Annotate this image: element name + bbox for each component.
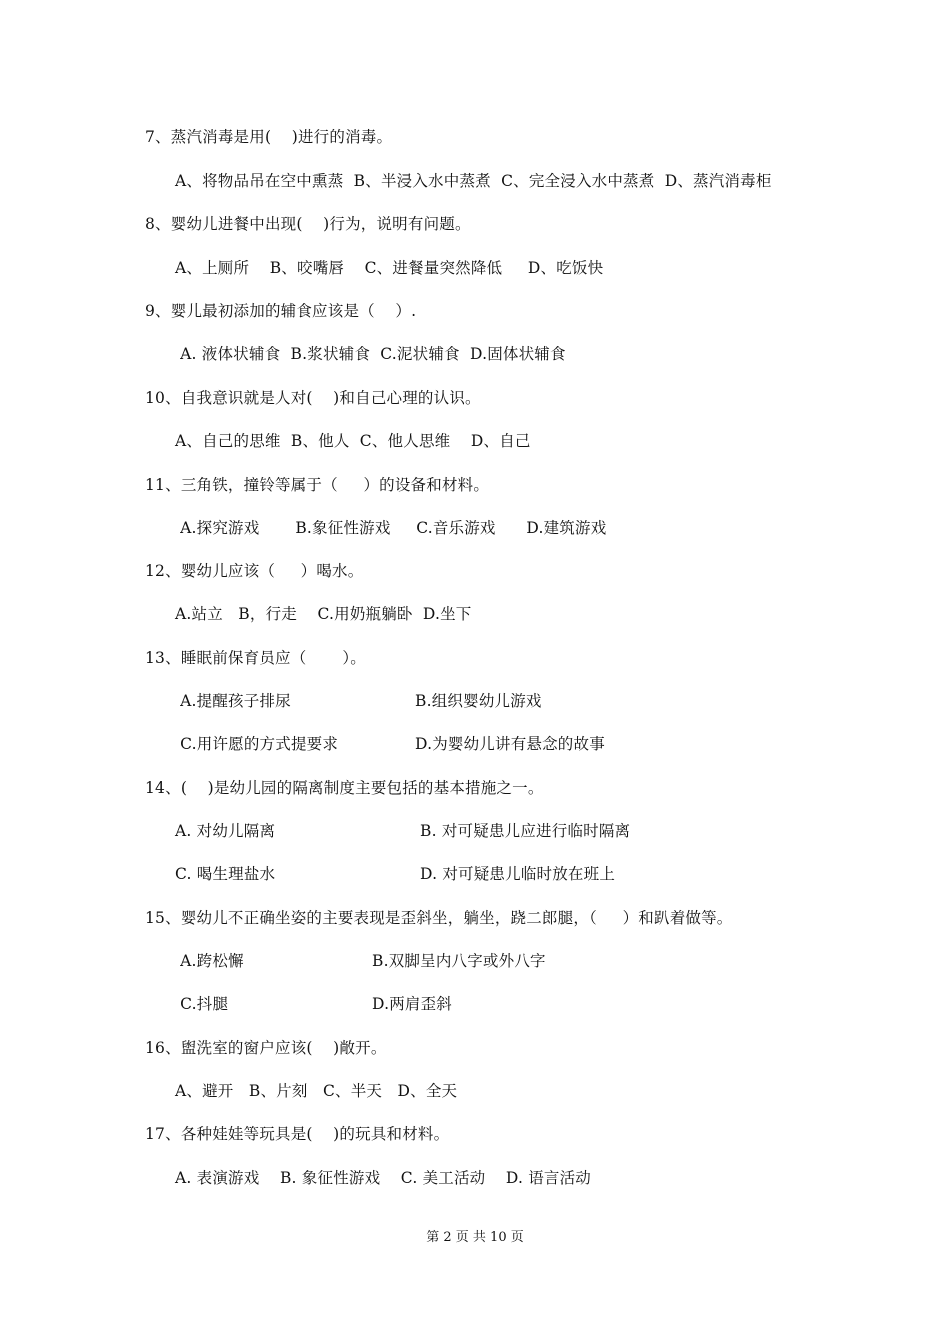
question-15-option-d: D.两肩歪斜	[372, 995, 453, 1013]
question-11-options: A.探究游戏 B.象征性游戏 C.音乐游戏 D.建筑游戏	[175, 519, 607, 537]
question-15-option-c: C.抖腿	[175, 995, 229, 1013]
question-10: 10、自我意识就是人对( )和自己心理的认识。	[145, 389, 481, 407]
question-10-options: A、自己的思维 B、他人 C、他人思维 D、自己	[175, 432, 531, 450]
question-16-options: A、避开 B、片刻 C、半天 D、全天	[175, 1082, 458, 1100]
question-17: 17、各种娃娃等玩具是( )的玩具和材料。	[145, 1125, 450, 1143]
question-14-option-b: B. 对可疑患儿应进行临时隔离	[420, 822, 631, 840]
question-7: 7、蒸汽消毒是用( )进行的消毒。	[145, 128, 393, 146]
question-8-options: A、上厕所 B、咬嘴唇 C、进餐量突然降低 D、吃饭快	[175, 259, 604, 277]
question-12: 12、婴幼儿应该（ ）喝水。	[145, 562, 364, 580]
question-11: 11、三角铁，撞铃等属于（ ）的设备和材料。	[145, 476, 490, 494]
question-15-option-b: B.双脚呈内八字或外八字	[372, 952, 546, 970]
question-9: 9、婴儿最初添加的辅食应该是（ ）.	[145, 302, 417, 320]
question-12-options: A.站立 B，行走 C.用奶瓶躺卧 D.坐下	[175, 605, 472, 623]
question-8: 8、婴幼儿进餐中出现( )行为，说明有问题。	[145, 215, 471, 233]
question-13-option-c: C.用许愿的方式提要求	[175, 735, 339, 753]
question-13-option-b: B.组织婴幼儿游戏	[415, 692, 542, 710]
question-13-option-d: D.为婴幼儿讲有悬念的故事	[415, 735, 605, 753]
question-15-option-a: A.跨松懈	[175, 952, 244, 970]
question-16: 16、盥洗室的窗户应该( )敞开。	[145, 1039, 387, 1057]
question-14-option-a: A. 对幼儿隔离	[175, 822, 276, 840]
question-15: 15、婴幼儿不正确坐姿的主要表现是歪斜坐，躺坐，跷二郎腿，（ ）和趴着做等。	[145, 909, 733, 927]
question-14-option-c: C. 喝生理盐水	[175, 865, 276, 883]
question-14: 14、( )是幼儿园的隔离制度主要包括的基本措施之一。	[145, 779, 544, 797]
question-13: 13、睡眠前保育员应（ ）。	[145, 649, 366, 667]
question-13-option-a: A.提醒孩子排尿	[175, 692, 291, 710]
page-footer: 第 2 页 共 10 页	[426, 1230, 524, 1245]
question-14-option-d: D. 对可疑患儿临时放在班上	[420, 865, 616, 883]
question-9-options: A. 液体状辅食 B.浆状辅食 C.泥状辅食 D.固体状辅食	[175, 345, 566, 363]
question-7-options: A、将物品吊在空中熏蒸 B、半浸入水中蒸煮 C、完全浸入水中蒸煮 D、蒸汽消毒柜	[175, 172, 772, 190]
question-17-options: A. 表演游戏 B. 象征性游戏 C. 美工活动 D. 语言活动	[175, 1169, 592, 1187]
